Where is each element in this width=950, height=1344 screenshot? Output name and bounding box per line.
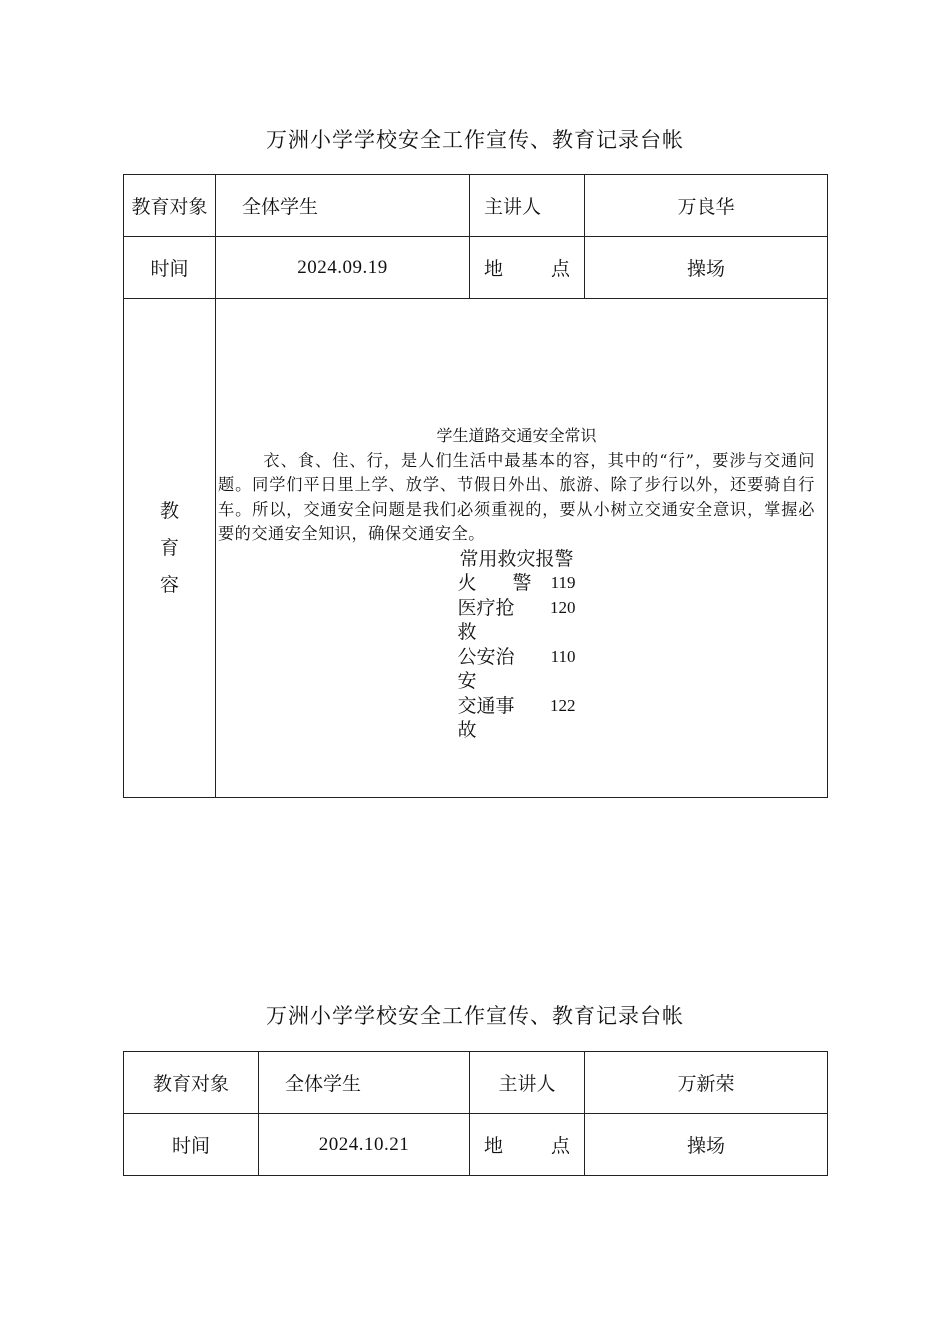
time-value: 2024.10.21 [259,1114,470,1176]
place-value: 操场 [585,1114,828,1176]
phone-number: 120 [550,597,576,617]
time-value: 2024.09.19 [216,237,470,299]
place-label [470,237,585,299]
phone-row [218,571,815,596]
speaker-label: 主讲人 [470,1052,585,1114]
speaker-value: 万新荣 [585,1052,828,1114]
target-value: 全体学生 [216,175,470,237]
phone-row [218,694,815,743]
record-table [123,174,828,798]
content-cell [216,299,828,798]
phone-row [218,596,815,645]
phone-row [218,645,815,694]
time-label: 时间 [124,237,216,299]
place-label [470,1114,585,1176]
phone-name: 医疗抢救 [457,596,515,643]
content-label-1: 教 [159,499,179,522]
phone-number: 122 [550,695,576,715]
phone-name: 公安治安 [457,645,515,692]
target-value: 全体学生 [259,1052,470,1114]
content-label-2: 育 [159,536,179,559]
phone-number: 119 [550,573,576,592]
phone-name-a: 火 [457,572,477,594]
record-title: 万洲小学学校安全工作宣传、教育记录台帐 [266,1004,684,1028]
record-table [123,1051,828,1176]
place-label-b: 点 [550,1135,570,1157]
time-label: 时间 [124,1114,259,1176]
content-label [124,299,216,798]
phone-name-b: 警 [512,572,532,594]
place-label-a: 地 [484,258,504,280]
place-value: 操场 [585,237,828,299]
content-paragraph: 衣、食、住、行，是人们生活中最基本的容，其中的“行”，要涉与交通问题。同学们平日里上学、放学、节假日外出、旅游、除了步行以外，还要骑自行车。所以，交通安全问题是我们必须重视的，要从小树立交通安全意识，掌握必要的交通安全知识，确保交通安全。 [218,450,815,543]
place-label-a: 地 [484,1135,504,1157]
target-label: 教育对象 [124,175,216,237]
content-heading: 学生道路交通安全常识 [436,426,597,445]
content-label-3: 容 [159,573,179,596]
target-label: 教育对象 [124,1052,259,1114]
phone-number: 110 [550,646,576,666]
phone-name: 交通事故 [457,694,515,741]
record-title: 万洲小学学校安全工作宣传、教育记录台帐 [266,128,684,152]
speaker-label: 主讲人 [470,175,585,237]
phones-heading: 常用救灾报警 [459,547,574,570]
place-label-b: 点 [550,258,570,280]
speaker-value: 万良华 [585,175,828,237]
